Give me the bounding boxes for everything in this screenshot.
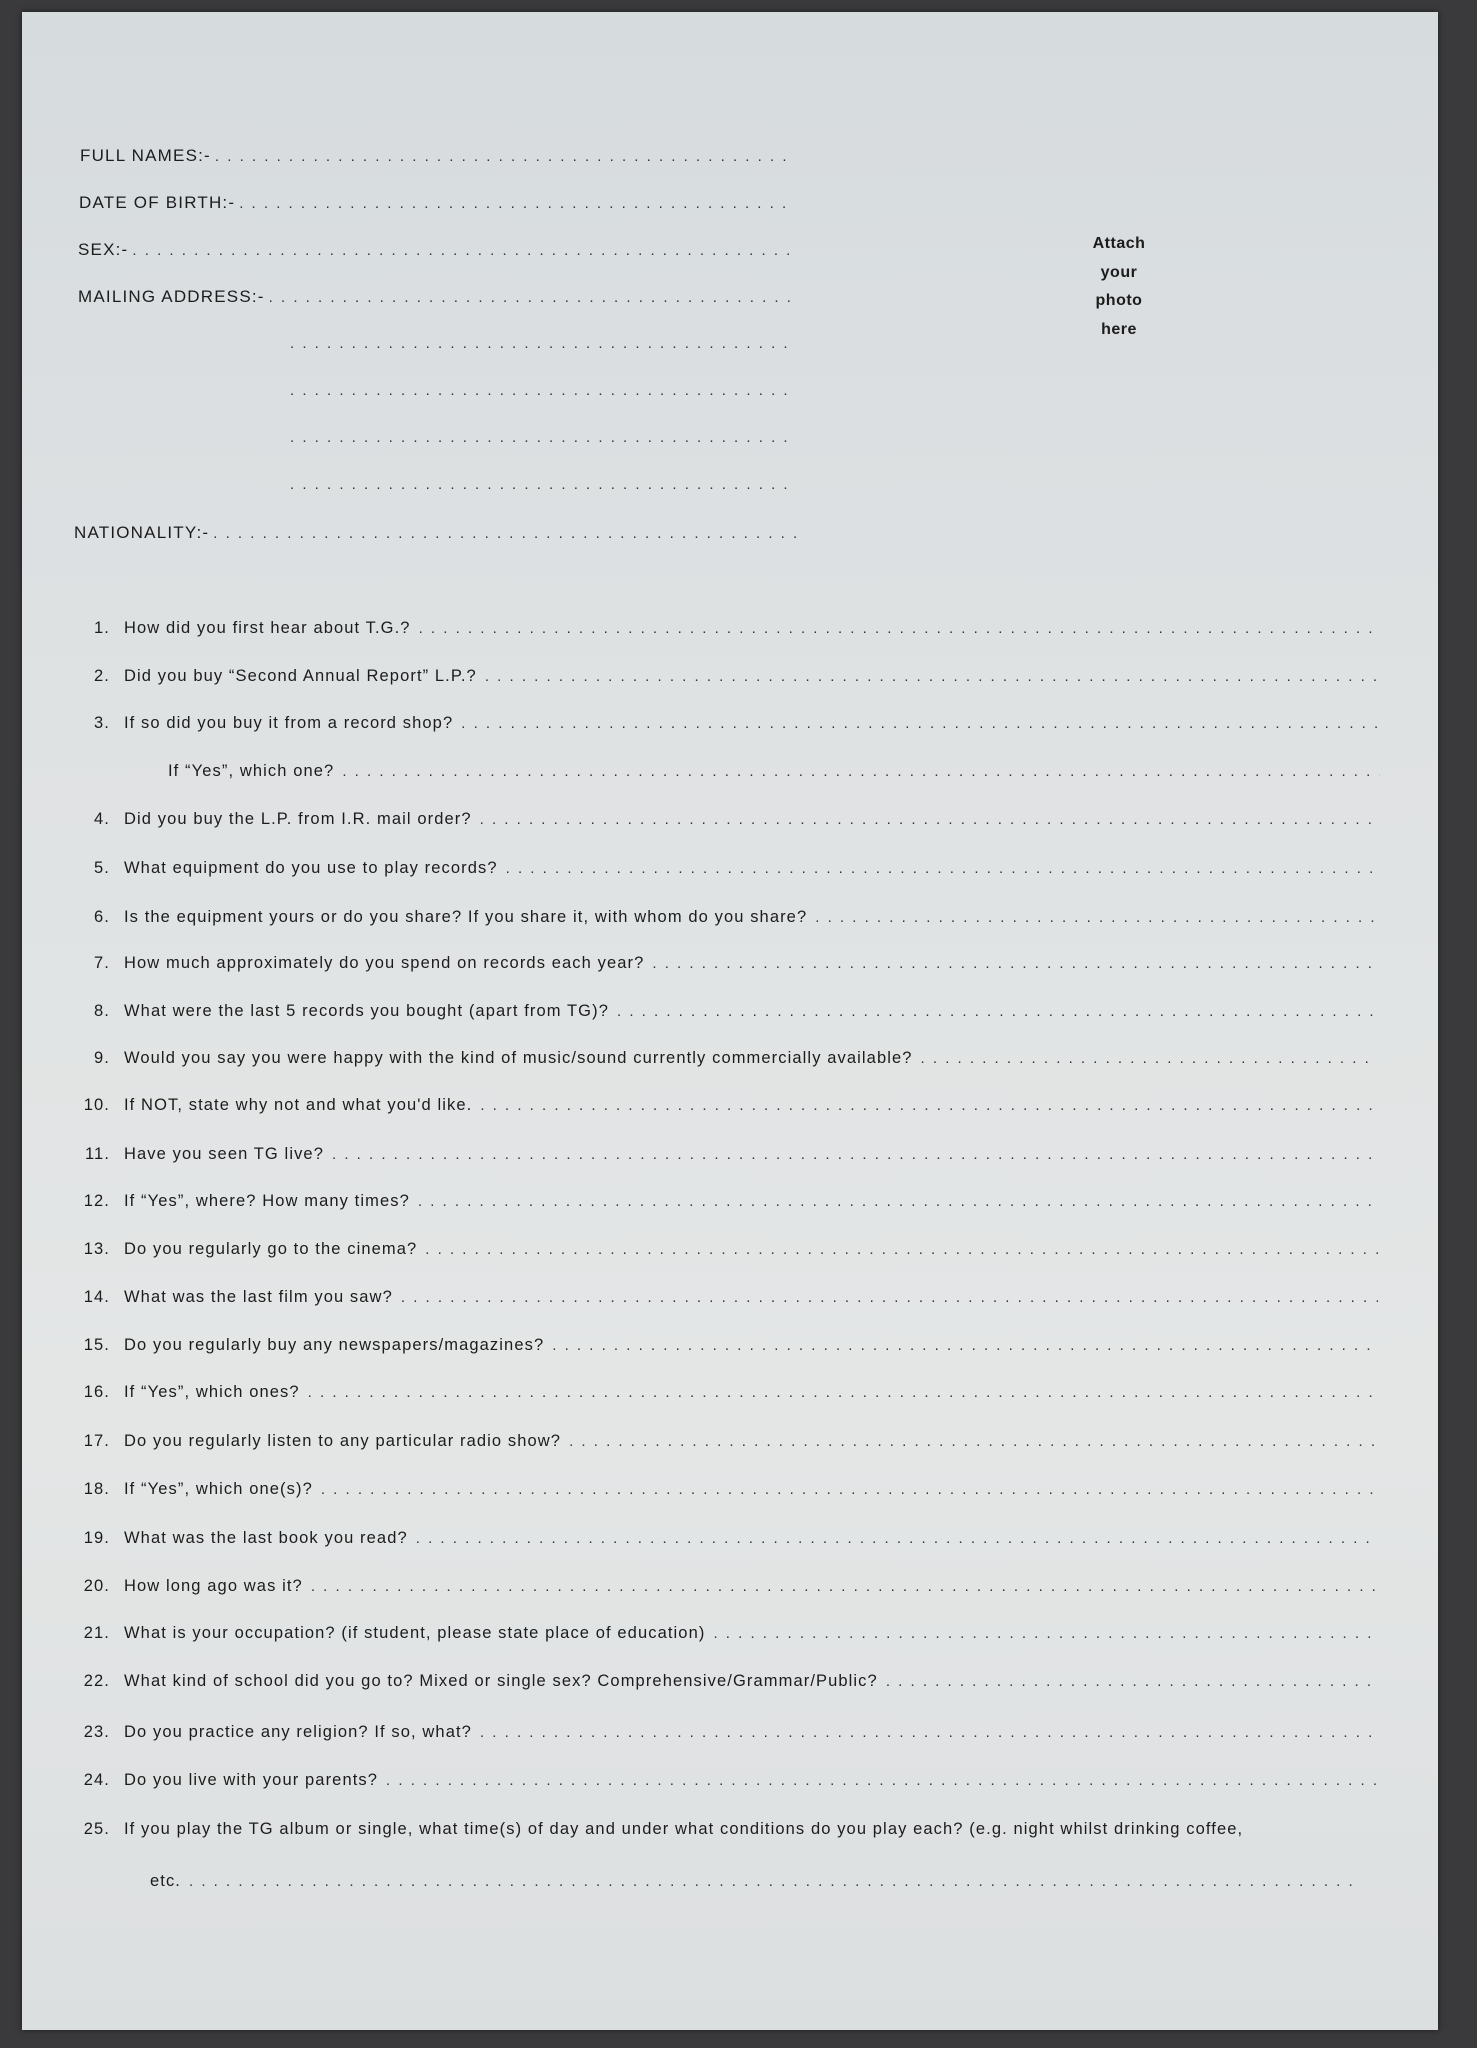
question-text: What equipment do you use to play records? [124, 859, 498, 877]
question-number: 1. [94, 619, 110, 637]
question-number: 7. [94, 954, 110, 972]
address-dots[interactable] [290, 429, 792, 446]
question-text: Would you say you were happy with the kind of music/sound currently commercially available? [124, 1049, 913, 1067]
date-of-birth-line[interactable] [239, 195, 792, 212]
question-row[interactable] [68, 1820, 1378, 1846]
photo-text-line: Attach [1092, 235, 1146, 252]
question-text: If “Yes”, which one(s)? [124, 1480, 313, 1498]
question-row[interactable] [68, 859, 1378, 885]
question-row[interactable] [68, 1432, 1378, 1458]
question-number: 17. [83, 1432, 110, 1450]
full-names-line[interactable] [215, 148, 792, 165]
answer-line[interactable] [321, 1481, 1378, 1498]
question-number: 25. [83, 1820, 110, 1838]
sex-label: SEX:- [78, 240, 129, 259]
question-text: What kind of school did you go to? Mixed or single sex? Comprehensive/Grammar/Public? [124, 1672, 878, 1690]
question-number: 18. [83, 1480, 110, 1498]
mailing-address-line-5[interactable] [286, 476, 792, 500]
question-row[interactable] [68, 1096, 1378, 1122]
question-row[interactable] [52, 1872, 1362, 1898]
question-number: 10. [83, 1096, 110, 1114]
answer-line[interactable] [461, 715, 1378, 732]
question-number: 24. [83, 1771, 110, 1789]
question-number: 16. [83, 1383, 110, 1401]
question-row[interactable] [68, 1624, 1378, 1650]
answer-line[interactable] [569, 1433, 1378, 1450]
answer-line[interactable] [189, 1873, 1362, 1890]
question-text: Did you buy “Second Annual Report” L.P.? [124, 667, 477, 685]
question-row[interactable] [68, 1288, 1378, 1314]
question-text: If NOT, state why not and what you'd like. [124, 1096, 473, 1114]
question-text: If so did you buy it from a record shop? [124, 714, 454, 732]
answer-line[interactable] [652, 955, 1378, 972]
question-row[interactable] [68, 1672, 1378, 1698]
question-text: If “Yes”, which ones? [124, 1383, 300, 1401]
answer-line[interactable] [401, 1289, 1378, 1306]
sex-field[interactable] [78, 240, 790, 264]
question-number: 22. [83, 1672, 110, 1690]
answer-line[interactable] [425, 1241, 1378, 1258]
mailing-address-line-1[interactable] [269, 289, 792, 306]
question-number: 12. [83, 1192, 110, 1210]
questionnaire-sheet [22, 12, 1438, 2030]
photo-text-line: photo [1095, 292, 1143, 309]
answer-line[interactable] [416, 1530, 1378, 1547]
sex-line[interactable] [132, 242, 790, 259]
answer-line[interactable] [886, 1673, 1378, 1690]
question-row[interactable] [68, 1577, 1378, 1603]
question-text: Is the equipment yours or do you share? If you share it, with whom do you share? [124, 908, 808, 926]
question-number: 4. [94, 810, 110, 828]
address-dots[interactable] [290, 476, 792, 493]
answer-line[interactable] [485, 668, 1378, 685]
answer-line[interactable] [342, 763, 1380, 780]
question-number: 19. [83, 1529, 110, 1547]
date-of-birth-field[interactable] [79, 193, 792, 217]
question-row[interactable] [68, 667, 1378, 693]
question-text: How much approximately do you spend on records each year? [124, 954, 645, 972]
question-row[interactable] [68, 1383, 1378, 1409]
question-text: Do you live with your parents? [124, 1771, 379, 1789]
address-dots[interactable] [290, 382, 792, 399]
question-number: 11. [84, 1145, 110, 1163]
mailing-address-line-4[interactable] [286, 429, 792, 453]
answer-line[interactable] [480, 1724, 1378, 1741]
question-text: What was the last book you read? [124, 1529, 408, 1547]
question-text: What was the last film you saw? [124, 1288, 393, 1306]
question-number: 5. [94, 859, 110, 877]
answer-line[interactable] [418, 1193, 1378, 1210]
answer-line[interactable] [506, 860, 1378, 877]
question-text: How long ago was it? [124, 1577, 303, 1595]
question-text: If “Yes”, where? How many times? [124, 1192, 410, 1210]
question-number: 6. [94, 908, 110, 926]
question-text: How did you first hear about T.G.? [124, 619, 411, 637]
mailing-address-label: MAILING ADDRESS:- [78, 287, 265, 306]
question-row[interactable] [68, 619, 1378, 645]
question-row[interactable] [68, 1723, 1378, 1749]
question-row[interactable] [68, 1480, 1378, 1506]
question-text: If you play the TG album or single, what time(s) of day and under what conditions do you play each? (e.g. night whilst drinking coffee, [124, 1820, 1244, 1838]
question-row[interactable] [68, 810, 1378, 836]
answer-line[interactable] [480, 811, 1378, 828]
question-row[interactable] [68, 1002, 1378, 1028]
address-dots[interactable] [290, 335, 792, 352]
question-number: 2. [94, 667, 110, 685]
question-text: Do you regularly go to the cinema? [124, 1240, 418, 1258]
nationality-field[interactable] [74, 523, 800, 547]
mailing-address-line-3[interactable] [286, 382, 792, 406]
answer-line[interactable] [552, 1337, 1378, 1354]
question-row[interactable] [68, 714, 1378, 740]
question-text: Did you buy the L.P. from I.R. mail order? [124, 810, 472, 828]
question-row[interactable] [68, 1049, 1378, 1075]
full-names-field[interactable] [80, 146, 792, 170]
answer-line[interactable] [386, 1772, 1378, 1789]
question-number: 14. [83, 1288, 110, 1306]
question-text: Do you regularly listen to any particular radio show? [124, 1432, 562, 1450]
question-text: What is your occupation? (if student, please state place of education) [124, 1624, 706, 1642]
question-number: 20. [83, 1577, 110, 1595]
question-text: Have you seen TG live? [124, 1145, 324, 1163]
question-row[interactable] [68, 1240, 1378, 1266]
nationality-label: NATIONALITY:- [74, 523, 210, 542]
answer-line[interactable] [419, 620, 1378, 637]
question-number: 21. [83, 1624, 110, 1642]
answer-line[interactable] [480, 1097, 1378, 1114]
date-of-birth-label: DATE OF BIRTH:- [79, 193, 236, 212]
question-number: 13. [83, 1240, 110, 1258]
question-number: 9. [94, 1049, 110, 1067]
question-row[interactable] [68, 1192, 1378, 1218]
question-row[interactable] [70, 762, 1380, 788]
answer-line[interactable] [713, 1625, 1378, 1642]
photo-text-line: your [1100, 263, 1138, 281]
question-number: 23. [83, 1723, 110, 1741]
question-row[interactable] [68, 1336, 1378, 1362]
question-row[interactable] [68, 1529, 1378, 1555]
mailing-address-field[interactable] [78, 287, 792, 311]
answer-line[interactable] [617, 1003, 1378, 1020]
question-text: Do you practice any religion? If so, what? [124, 1723, 472, 1741]
photo-placeholder[interactable] [1059, 230, 1179, 344]
answer-line[interactable] [332, 1146, 1378, 1163]
question-text: Do you regularly buy any newspapers/magazines? [124, 1336, 545, 1354]
answer-line[interactable] [311, 1578, 1378, 1595]
nationality-line[interactable] [213, 525, 800, 542]
question-row[interactable] [68, 954, 1378, 980]
question-text: etc. [150, 1872, 181, 1890]
question-row[interactable] [68, 1771, 1378, 1797]
question-number: 3. [94, 714, 110, 732]
question-text: What were the last 5 records you bought (apart from TG)? [124, 1002, 609, 1020]
mailing-address-line-2[interactable] [286, 335, 792, 359]
photo-text-line: here [1101, 320, 1137, 338]
answer-line[interactable] [921, 1050, 1378, 1067]
question-number: 8. [94, 1002, 110, 1020]
full-names-label: FULL NAMES:- [80, 146, 211, 165]
question-text: If “Yes”, which one? [168, 762, 335, 780]
answer-line[interactable] [815, 909, 1378, 926]
question-number: 15. [83, 1336, 110, 1354]
question-row[interactable] [68, 1145, 1378, 1171]
question-row[interactable] [68, 908, 1378, 934]
answer-line[interactable] [308, 1384, 1378, 1401]
